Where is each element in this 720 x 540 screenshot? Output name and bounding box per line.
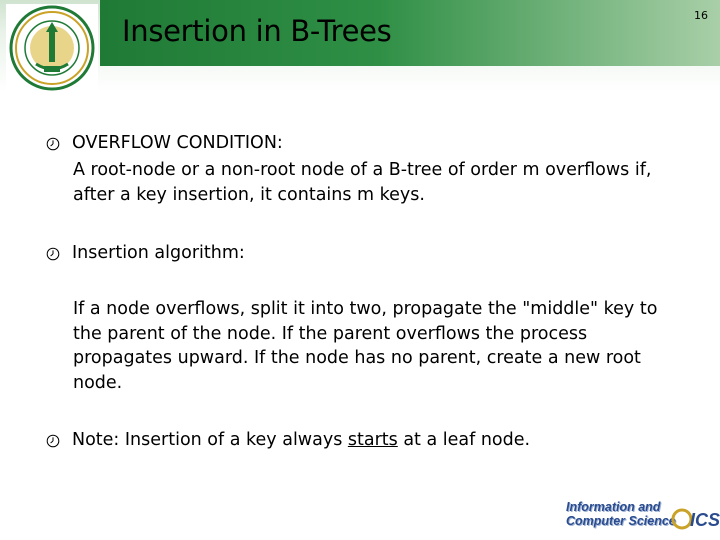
note-before: Note: Insertion of a key always (72, 430, 348, 450)
ics-mark-icon (670, 502, 720, 536)
body-line: propagates upward. If the node has no parent, create a new root (73, 348, 641, 368)
clock-bullet-icon (46, 134, 60, 148)
clock-bullet-icon (46, 244, 60, 258)
bullet-body (73, 297, 693, 395)
note-text (72, 428, 692, 453)
footer-line2: Computer Science (566, 514, 676, 528)
bullet-heading: Insertion algorithm: (72, 243, 245, 263)
clock-bullet-icon (46, 431, 60, 445)
ics-footer-logo (566, 500, 720, 540)
slide-title: Insertion in B-Trees (122, 14, 392, 48)
ics-mark-text: ICS (690, 510, 720, 530)
university-logo (6, 4, 98, 92)
body-line: after a key insertion, it contains m keys. (73, 184, 425, 205)
body-line: If a node overflows, split it into two, propagate the "middle" key to (73, 299, 658, 319)
footer-line1: Information and (566, 500, 661, 514)
note-underlined: starts (347, 430, 398, 450)
footer-logo-text (566, 500, 676, 528)
body-line: the parent of the node. If the parent overflows the process (73, 323, 588, 344)
bullet-heading: OVERFLOW CONDITION: (72, 133, 283, 153)
bullet-body (73, 158, 693, 207)
note-after: at a leaf node. (397, 430, 531, 450)
slide-number: 16 (694, 9, 708, 22)
body-line: A root-node or a non-root node of a B-tree of order m overflows if, (73, 160, 652, 180)
body-line: node. (73, 372, 123, 393)
